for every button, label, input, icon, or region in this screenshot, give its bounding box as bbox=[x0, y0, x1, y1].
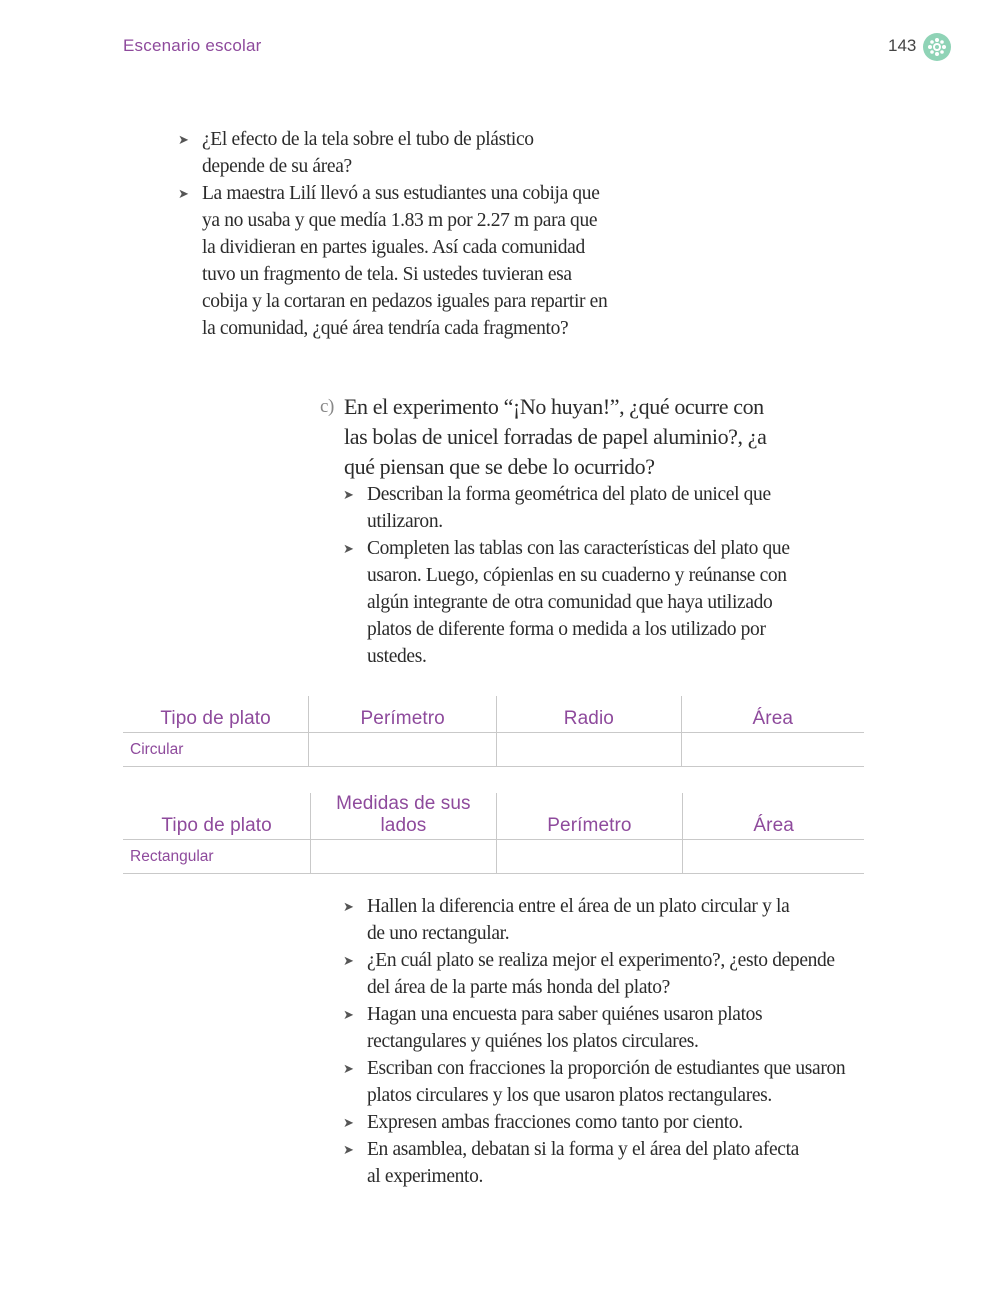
table-row bbox=[123, 840, 864, 874]
arrow-bullet-icon: ➤ bbox=[178, 186, 189, 201]
table-cell: Circular bbox=[123, 733, 309, 767]
section-title: Escenario escolar bbox=[123, 36, 262, 55]
list-item bbox=[343, 947, 837, 1001]
list-item bbox=[178, 180, 612, 342]
bullet-list-top bbox=[178, 126, 608, 342]
table-cell bbox=[683, 840, 864, 874]
gear-flower-icon bbox=[923, 33, 951, 61]
list-item-text: Hallen la diferencia entre el área de un plato circular y la de uno rectangular. bbox=[367, 896, 790, 944]
table-header-row bbox=[123, 696, 864, 733]
list-item bbox=[343, 1136, 807, 1190]
column-header: Perímetro bbox=[496, 793, 683, 840]
circular-plate-table bbox=[123, 696, 864, 767]
list-item bbox=[343, 481, 787, 535]
arrow-bullet-icon: ➤ bbox=[343, 953, 354, 968]
list-item-text: Escriban con fracciones la proporción de estudiantes que usaron platos circulares y los que usaron platos rectangulares. bbox=[367, 1058, 846, 1106]
list-item-text: En asamblea, debatan si la forma y el área del plato afecta al experimento. bbox=[367, 1139, 799, 1187]
table-cell bbox=[311, 840, 496, 874]
arrow-bullet-icon: ➤ bbox=[343, 1142, 354, 1157]
table-cell bbox=[309, 733, 497, 767]
list-item-text: ¿En cuál plato se realiza mejor el experimento?, ¿esto depende del área de la parte más honda del plato? bbox=[367, 950, 835, 998]
table-cell bbox=[497, 733, 681, 767]
list-item-text: ¿El efecto de la tela sobre el tubo de plástico depende de su área? bbox=[202, 129, 534, 177]
table-header-row bbox=[123, 793, 864, 840]
bullet-list-c bbox=[343, 481, 793, 670]
column-header: Área bbox=[681, 696, 864, 733]
list-item bbox=[343, 1109, 837, 1136]
list-item-text: La maestra Lilí llevó a sus estudiantes una cobija que ya no usaba y que medía 1.83 m por 2.27 m para que la dividieran en partes iguales. Así cada comunidad tuvo un fragmento de tela. Si ustedes tuvieran esa cobija y la cortaran en pedazos iguales para repartir en la comunidad, ¿qué área tendría cada fragmento? bbox=[202, 183, 608, 339]
question-c bbox=[320, 392, 790, 482]
arrow-bullet-icon: ➤ bbox=[343, 899, 354, 914]
list-item bbox=[343, 1055, 882, 1109]
page-number: 143 bbox=[888, 36, 917, 55]
arrow-bullet-icon: ➤ bbox=[343, 541, 354, 556]
column-header: Radio bbox=[497, 696, 681, 733]
table-row bbox=[123, 733, 864, 767]
arrow-bullet-icon: ➤ bbox=[343, 1115, 354, 1130]
list-item-text: Completen las tablas con las características del plato que usaron. Luego, cópienlas en su cuaderno y reúnanse con algún integrante de otra comunidad que haya utilizado platos de diferente forma o medida a los utilizado por ustedes. bbox=[367, 538, 790, 667]
table-cell bbox=[496, 840, 683, 874]
question-letter: c) bbox=[320, 396, 334, 417]
column-header: Tipo de plato bbox=[123, 696, 309, 733]
question-text: En el experimento “¡No huyan!”, ¿qué ocurre con las bolas de unicel forradas de papel aluminio?, ¿a qué piensan que se debe lo ocurrido? bbox=[344, 394, 767, 479]
arrow-bullet-icon: ➤ bbox=[343, 1007, 354, 1022]
table-cell: Rectangular bbox=[123, 840, 311, 874]
list-item bbox=[343, 893, 807, 947]
arrow-bullet-icon: ➤ bbox=[178, 132, 189, 147]
arrow-bullet-icon: ➤ bbox=[343, 487, 354, 502]
bullet-list-bottom bbox=[343, 893, 863, 1190]
list-item bbox=[178, 126, 582, 180]
column-header: Tipo de plato bbox=[123, 793, 311, 840]
arrow-bullet-icon: ➤ bbox=[343, 1061, 354, 1076]
list-item-text: Expresen ambas fracciones como tanto por ciento. bbox=[367, 1112, 743, 1133]
list-item-text: Hagan una encuesta para saber quiénes usaron platos rectangulares y quiénes los platos circulares. bbox=[367, 1004, 763, 1052]
column-header: Medidas de sus lados bbox=[311, 793, 496, 840]
rectangular-plate-table bbox=[123, 793, 864, 874]
column-header: Perímetro bbox=[309, 696, 497, 733]
table-cell bbox=[681, 733, 864, 767]
column-header: Área bbox=[683, 793, 864, 840]
list-item bbox=[343, 1001, 822, 1055]
list-item bbox=[343, 535, 802, 670]
list-item-text: Describan la forma geométrica del plato de unicel que utilizaron. bbox=[367, 484, 771, 532]
